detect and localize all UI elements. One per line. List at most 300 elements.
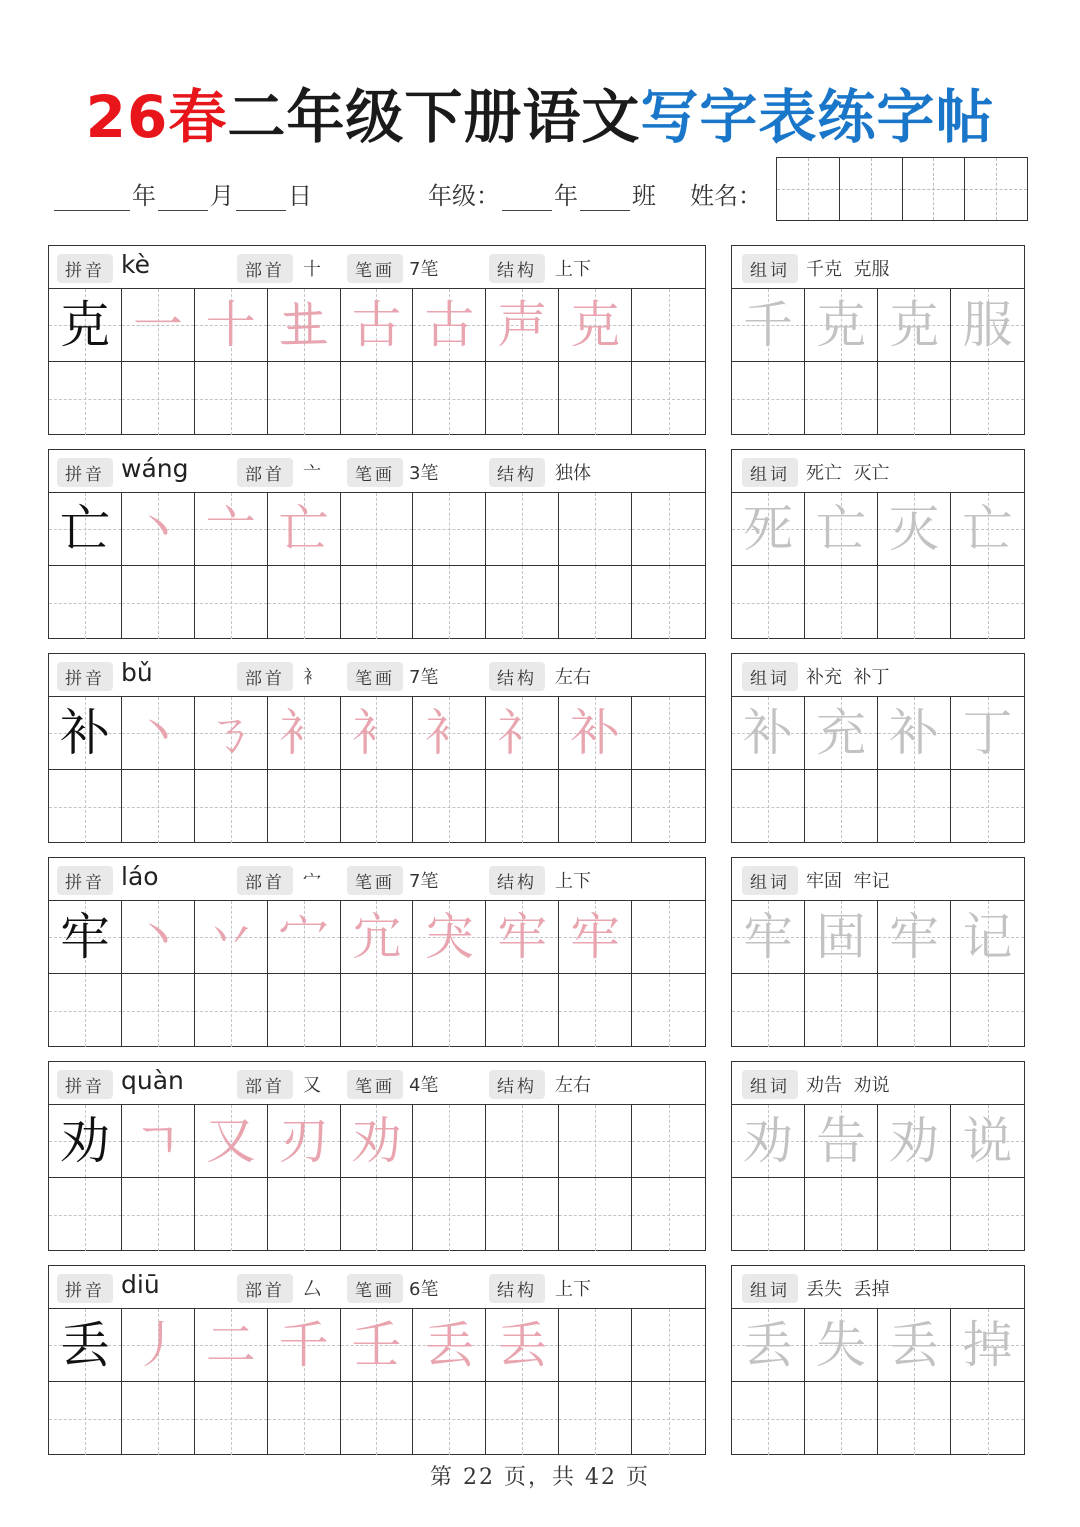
stroke-step: 亠: [205, 500, 256, 558]
writing-cell[interactable]: [951, 770, 1024, 843]
writing-cell[interactable]: [49, 974, 122, 1047]
character-block: [0, 449, 1080, 639]
writing-cell[interactable]: [195, 697, 268, 770]
radical-value: 又: [303, 1075, 321, 1096]
writing-cell[interactable]: [341, 1105, 414, 1178]
trace-character: 劝: [743, 1112, 793, 1170]
structure-value: 上下: [555, 871, 591, 892]
writing-cell[interactable]: [341, 974, 414, 1047]
character-block: [0, 1265, 1080, 1455]
stroke-step: 衤: [278, 704, 329, 762]
writing-cell[interactable]: [268, 1309, 341, 1382]
trace-character: 掉: [962, 1316, 1013, 1374]
writing-cell[interactable]: [268, 1382, 341, 1455]
pinyin-tag: 拼音: [57, 866, 113, 895]
stroke-step: 丿: [132, 1316, 183, 1374]
writing-cell[interactable]: [559, 289, 632, 362]
pinyin-value: bǔ: [121, 658, 153, 687]
structure-tag: 结构: [489, 1070, 545, 1099]
info-row: [49, 1062, 705, 1105]
writing-cell[interactable]: [951, 362, 1024, 435]
stroke-step: 亡: [278, 500, 329, 558]
writing-cell[interactable]: [805, 1178, 878, 1251]
words-value: 补充 补丁: [806, 667, 890, 688]
writing-cell[interactable]: [413, 1309, 486, 1382]
writing-cell[interactable]: [195, 1309, 268, 1382]
stroke-step: 千: [278, 1316, 329, 1374]
trace-character: 服: [962, 296, 1013, 354]
writing-cell[interactable]: [341, 289, 414, 362]
writing-cell[interactable]: [195, 1382, 268, 1455]
writing-cell[interactable]: [341, 697, 414, 770]
writing-cell[interactable]: [122, 1105, 195, 1178]
writing-cell[interactable]: [341, 901, 414, 974]
month-label: 月: [210, 182, 234, 210]
writing-cell[interactable]: [413, 289, 486, 362]
info-row: [732, 654, 1024, 697]
writing-cell[interactable]: [49, 1309, 122, 1382]
stroke-grid: [49, 1309, 705, 1455]
writing-cell[interactable]: [951, 493, 1024, 566]
grade-class-blank[interactable]: [580, 209, 630, 211]
writing-cell[interactable]: [413, 566, 486, 639]
main-character: 牢: [59, 908, 110, 966]
strokes-tag: 笔画: [347, 866, 403, 895]
stroke-step: 宂: [351, 908, 402, 966]
name-box[interactable]: [965, 158, 1027, 220]
strokes-value: 3笔: [409, 463, 439, 484]
trace-grid: [732, 289, 1024, 435]
strokes-tag: 笔画: [347, 1070, 403, 1099]
writing-cell[interactable]: [951, 289, 1024, 362]
writing-cell[interactable]: [413, 1105, 486, 1178]
writing-cell[interactable]: [413, 770, 486, 843]
writing-cell[interactable]: [195, 362, 268, 435]
writing-cell[interactable]: [878, 1382, 951, 1455]
writing-cell[interactable]: [805, 362, 878, 435]
writing-cell[interactable]: [878, 566, 951, 639]
writing-cell[interactable]: [195, 493, 268, 566]
writing-cell[interactable]: [413, 974, 486, 1047]
writing-cell[interactable]: [341, 493, 414, 566]
writing-cell[interactable]: [559, 1105, 632, 1178]
words-panel: [731, 857, 1025, 1047]
writing-cell[interactable]: [486, 901, 559, 974]
writing-cell[interactable]: [486, 493, 559, 566]
writing-cell[interactable]: [559, 493, 632, 566]
stroke-step: 古: [424, 296, 475, 354]
words-tag: 组词: [742, 662, 798, 691]
writing-cell[interactable]: [878, 901, 951, 974]
writing-cell[interactable]: [805, 1105, 878, 1178]
writing-cell[interactable]: [632, 1382, 705, 1455]
page-footer: 第 22 页，共 42 页: [430, 1465, 650, 1490]
writing-cell[interactable]: [268, 697, 341, 770]
writing-cell[interactable]: [951, 1105, 1024, 1178]
writing-cell[interactable]: [268, 362, 341, 435]
writing-cell[interactable]: [268, 289, 341, 362]
grade-class-label: 班: [632, 182, 656, 210]
stroke-step: 补: [570, 704, 621, 762]
info-row: [732, 1266, 1024, 1309]
grade-row: [428, 176, 656, 211]
stroke-panel: [48, 1061, 706, 1251]
writing-cell[interactable]: [49, 362, 122, 435]
writing-cell[interactable]: [341, 1382, 414, 1455]
strokes-value: 4笔: [409, 1075, 439, 1096]
stroke-panel: [48, 449, 706, 639]
writing-cell[interactable]: [559, 974, 632, 1047]
writing-cell[interactable]: [559, 1382, 632, 1455]
writing-cell[interactable]: [559, 1309, 632, 1382]
writing-cell[interactable]: [122, 974, 195, 1047]
writing-cell[interactable]: [559, 901, 632, 974]
writing-cell[interactable]: [878, 1309, 951, 1382]
name-boxes[interactable]: [776, 157, 1028, 221]
strokes-value: 7笔: [409, 667, 439, 688]
strokes-tag: 笔画: [347, 254, 403, 283]
strokes-value: 7笔: [409, 871, 439, 892]
writing-cell[interactable]: [486, 974, 559, 1047]
info-row: [49, 246, 705, 289]
pinyin-value: láo: [121, 862, 159, 891]
writing-cell[interactable]: [632, 362, 705, 435]
writing-cell[interactable]: [805, 697, 878, 770]
trace-character: 固: [816, 908, 866, 966]
writing-cell[interactable]: [805, 289, 878, 362]
writing-cell[interactable]: [951, 974, 1024, 1047]
page-title: [0, 70, 1080, 154]
writing-cell[interactable]: [559, 566, 632, 639]
character-block: [0, 653, 1080, 843]
writing-cell[interactable]: [632, 289, 705, 362]
writing-cell[interactable]: [632, 974, 705, 1047]
writing-cell[interactable]: [951, 566, 1024, 639]
words-value: 千克 克服: [806, 259, 890, 280]
writing-cell[interactable]: [49, 493, 122, 566]
stroke-panel: [48, 857, 706, 1047]
writing-cell[interactable]: [268, 901, 341, 974]
pinyin-tag: 拼音: [57, 1274, 113, 1303]
writing-cell[interactable]: [486, 1382, 559, 1455]
writing-cell[interactable]: [632, 901, 705, 974]
writing-cell[interactable]: [632, 1178, 705, 1251]
writing-cell[interactable]: [805, 974, 878, 1047]
writing-cell[interactable]: [341, 1309, 414, 1382]
trace-character: 记: [962, 908, 1013, 966]
info-row: [49, 1266, 705, 1309]
writing-cell[interactable]: [951, 1309, 1024, 1382]
radical-value: 宀: [303, 871, 321, 892]
writing-cell[interactable]: [878, 289, 951, 362]
writing-cell[interactable]: [49, 1105, 122, 1178]
writing-cell[interactable]: [341, 1178, 414, 1251]
writing-cell[interactable]: [732, 1105, 805, 1178]
name-box[interactable]: [777, 158, 840, 220]
writing-cell[interactable]: [49, 901, 122, 974]
trace-grid: [732, 697, 1024, 843]
writing-cell[interactable]: [632, 566, 705, 639]
strokes-tag: 笔画: [347, 1274, 403, 1303]
writing-cell[interactable]: [486, 1105, 559, 1178]
strokes-tag: 笔画: [347, 458, 403, 487]
structure-tag: 结构: [489, 458, 545, 487]
info-row: [732, 246, 1024, 289]
writing-cell[interactable]: [122, 566, 195, 639]
radical-value: 衤: [303, 667, 321, 688]
trace-character: 克: [889, 296, 939, 354]
grade-year-blank[interactable]: [502, 209, 552, 211]
writing-cell[interactable]: [413, 1382, 486, 1455]
writing-cell[interactable]: [878, 770, 951, 843]
radical-tag: 部首: [237, 1274, 293, 1303]
words-panel: [731, 245, 1025, 435]
writing-cell[interactable]: [732, 362, 805, 435]
main-character: 丢: [59, 1316, 110, 1374]
writing-cell[interactable]: [195, 770, 268, 843]
writing-cell[interactable]: [559, 1178, 632, 1251]
writing-cell[interactable]: [878, 974, 951, 1047]
year-label: 年: [132, 182, 156, 210]
pinyin-tag: 拼音: [57, 254, 113, 283]
writing-cell[interactable]: [195, 1105, 268, 1178]
grade-year-label: 年: [554, 182, 578, 210]
trace-character: 灭: [889, 500, 939, 558]
info-row: [732, 858, 1024, 901]
stroke-step: 壬: [351, 1316, 402, 1374]
writing-cell[interactable]: [341, 770, 414, 843]
writing-cell[interactable]: [413, 493, 486, 566]
writing-cell[interactable]: [732, 566, 805, 639]
structure-tag: 结构: [489, 662, 545, 691]
writing-cell[interactable]: [413, 697, 486, 770]
writing-cell[interactable]: [268, 566, 341, 639]
stroke-step: 丶: [132, 704, 183, 762]
words-panel: [731, 653, 1025, 843]
writing-cell[interactable]: [122, 1309, 195, 1382]
writing-cell[interactable]: [413, 901, 486, 974]
words-value: 劝告 劝说: [806, 1075, 890, 1096]
trace-grid: [732, 1309, 1024, 1455]
writing-cell[interactable]: [951, 901, 1024, 974]
stroke-step: 丢: [424, 1316, 475, 1374]
info-row: [49, 654, 705, 697]
info-row: [49, 450, 705, 493]
writing-cell[interactable]: [195, 289, 268, 362]
stroke-step: 一: [132, 296, 183, 354]
words-value: 牢固 牢记: [806, 871, 890, 892]
writing-cell[interactable]: [632, 697, 705, 770]
writing-cell[interactable]: [878, 1105, 951, 1178]
words-value: 丢失 丢掉: [806, 1279, 890, 1300]
pinyin-tag: 拼音: [57, 662, 113, 691]
trace-character: 劝: [889, 1112, 939, 1170]
stroke-step: 劝: [351, 1112, 402, 1170]
writing-cell[interactable]: [559, 697, 632, 770]
writing-cell[interactable]: [122, 697, 195, 770]
writing-cell[interactable]: [268, 1105, 341, 1178]
words-tag: 组词: [742, 254, 798, 283]
writing-cell[interactable]: [878, 362, 951, 435]
writing-cell[interactable]: [878, 697, 951, 770]
writing-cell[interactable]: [486, 362, 559, 435]
structure-value: 上下: [555, 1279, 591, 1300]
words-tag: 组词: [742, 1274, 798, 1303]
writing-cell[interactable]: [268, 974, 341, 1047]
writing-cell[interactable]: [805, 1382, 878, 1455]
structure-value: 左右: [555, 1075, 591, 1096]
writing-cell[interactable]: [878, 493, 951, 566]
writing-cell[interactable]: [951, 697, 1024, 770]
writing-cell[interactable]: [413, 1178, 486, 1251]
stroke-step: ㄱ: [133, 1112, 182, 1170]
writing-cell[interactable]: [195, 1178, 268, 1251]
title-black: 二年级下册语文: [227, 83, 641, 151]
writing-cell[interactable]: [732, 493, 805, 566]
writing-cell[interactable]: [49, 697, 122, 770]
writing-cell[interactable]: [49, 1178, 122, 1251]
stroke-panel: [48, 1265, 706, 1455]
writing-cell[interactable]: [805, 566, 878, 639]
writing-cell[interactable]: [341, 566, 414, 639]
writing-cell[interactable]: [122, 901, 195, 974]
stroke-step: 宊: [424, 908, 475, 966]
stroke-step: 牢: [570, 908, 621, 966]
year-blank[interactable]: [54, 209, 130, 211]
strokes-value: 6笔: [409, 1279, 439, 1300]
pinyin-value: wáng: [121, 454, 189, 483]
trace-character: 克: [816, 296, 866, 354]
stroke-step: 古: [351, 296, 402, 354]
stroke-step: 衤: [424, 704, 475, 762]
radical-value: 厶: [303, 1279, 321, 1300]
stroke-grid: [49, 901, 705, 1047]
writing-cell[interactable]: [732, 974, 805, 1047]
stroke-step: 牢: [497, 908, 548, 966]
writing-cell[interactable]: [878, 1178, 951, 1251]
writing-cell[interactable]: [486, 1178, 559, 1251]
month-blank[interactable]: [158, 209, 208, 211]
writing-cell[interactable]: [486, 770, 559, 843]
day-label: 日: [288, 182, 312, 210]
writing-cell[interactable]: [805, 493, 878, 566]
words-tag: 组词: [742, 866, 798, 895]
character-block: [0, 1061, 1080, 1251]
day-blank[interactable]: [236, 209, 286, 211]
writing-cell[interactable]: [122, 1382, 195, 1455]
writing-cell[interactable]: [268, 493, 341, 566]
trace-character: 失: [816, 1316, 866, 1374]
writing-cell[interactable]: [195, 974, 268, 1047]
writing-cell[interactable]: [951, 1382, 1024, 1455]
writing-cell[interactable]: [486, 1309, 559, 1382]
writing-cell[interactable]: [413, 362, 486, 435]
writing-cell[interactable]: [122, 289, 195, 362]
writing-cell[interactable]: [732, 1309, 805, 1382]
writing-cell[interactable]: [49, 289, 122, 362]
writing-cell[interactable]: [195, 901, 268, 974]
character-block: [0, 857, 1080, 1047]
name-box[interactable]: [840, 158, 903, 220]
trace-character: 丁: [962, 704, 1013, 762]
writing-cell[interactable]: [732, 697, 805, 770]
words-value: 死亡 灭亡: [806, 463, 890, 484]
main-character: 劝: [59, 1112, 110, 1170]
writing-cell[interactable]: [122, 1178, 195, 1251]
stroke-step: 克: [570, 296, 621, 354]
structure-value: 左右: [555, 667, 591, 688]
writing-cell[interactable]: [632, 1309, 705, 1382]
writing-cell[interactable]: [805, 901, 878, 974]
trace-character: 千: [743, 296, 793, 354]
pinyin-value: quàn: [121, 1066, 184, 1095]
writing-cell[interactable]: [122, 770, 195, 843]
info-row: [732, 1062, 1024, 1105]
stroke-grid: [49, 493, 705, 639]
writing-cell[interactable]: [805, 1309, 878, 1382]
trace-character: 补: [889, 704, 939, 762]
words-panel: [731, 1061, 1025, 1251]
info-row: [732, 450, 1024, 493]
writing-cell[interactable]: [732, 1382, 805, 1455]
pinyin-value: kè: [121, 250, 150, 279]
trace-character: 补: [743, 704, 793, 762]
radical-value: 亠: [303, 463, 321, 484]
writing-cell[interactable]: [732, 1178, 805, 1251]
writing-cell[interactable]: [805, 770, 878, 843]
stroke-step: ㄋ: [205, 704, 256, 762]
trace-character: 丢: [743, 1316, 793, 1374]
writing-cell[interactable]: [559, 362, 632, 435]
stroke-grid: [49, 289, 705, 435]
writing-cell[interactable]: [632, 770, 705, 843]
pinyin-value: diū: [121, 1270, 160, 1299]
trace-character: 死: [743, 500, 793, 558]
writing-cell[interactable]: [632, 493, 705, 566]
structure-value: 上下: [555, 259, 591, 280]
writing-cell[interactable]: [49, 770, 122, 843]
writing-cell[interactable]: [486, 289, 559, 362]
writing-cell[interactable]: [195, 566, 268, 639]
words-panel: [731, 1265, 1025, 1455]
writing-cell[interactable]: [951, 1178, 1024, 1251]
writing-cell[interactable]: [732, 901, 805, 974]
main-character: 克: [59, 296, 110, 354]
name-box[interactable]: [903, 158, 966, 220]
writing-cell[interactable]: [122, 362, 195, 435]
writing-cell[interactable]: [49, 1382, 122, 1455]
writing-cell[interactable]: [122, 493, 195, 566]
stroke-step: 衤: [351, 704, 402, 762]
stroke-grid: [49, 697, 705, 843]
writing-cell[interactable]: [732, 289, 805, 362]
writing-cell[interactable]: [632, 1105, 705, 1178]
writing-cell[interactable]: [268, 770, 341, 843]
structure-tag: 结构: [489, 254, 545, 283]
writing-cell[interactable]: [732, 770, 805, 843]
trace-character: 告: [816, 1112, 866, 1170]
words-tag: 组词: [742, 458, 798, 487]
writing-cell[interactable]: [49, 566, 122, 639]
pinyin-tag: 拼音: [57, 458, 113, 487]
trace-character: 亡: [816, 500, 866, 558]
trace-character: 说: [962, 1112, 1013, 1170]
writing-cell[interactable]: [268, 1178, 341, 1251]
writing-cell[interactable]: [559, 770, 632, 843]
writing-cell[interactable]: [341, 362, 414, 435]
writing-cell[interactable]: [486, 697, 559, 770]
writing-cell[interactable]: [486, 566, 559, 639]
